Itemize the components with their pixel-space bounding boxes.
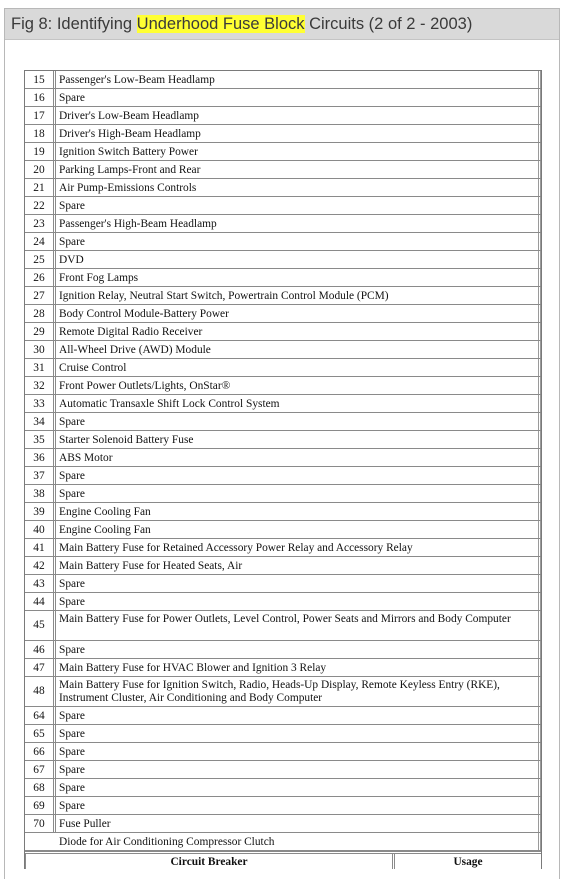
fuse-usage: Main Battery Fuse for Retained Accessory Power Relay and Accessory Relay — [56, 539, 541, 556]
fuse-number: 24 — [25, 233, 56, 250]
fuse-number: 45 — [25, 611, 56, 640]
fuse-usage: Ignition Relay, Neutral Start Switch, Powertrain Control Module (PCM) — [56, 287, 541, 304]
fuse-number: 38 — [25, 485, 56, 502]
fuse-number: 25 — [25, 251, 56, 268]
fuse-number: 36 — [25, 449, 56, 466]
caption-highlight: Underhood Fuse Block — [136, 15, 305, 33]
fuse-number: 65 — [25, 725, 56, 742]
table-row — [25, 659, 541, 677]
fuse-usage: Engine Cooling Fan — [56, 503, 541, 520]
fuse-number: 22 — [25, 197, 56, 214]
fuse-number: 29 — [25, 323, 56, 340]
caption-suffix: Circuits (2 of 2 - 2003) — [304, 15, 473, 33]
fuse-usage: Spare — [56, 641, 541, 658]
table-row — [25, 323, 541, 341]
fuse-number: 46 — [25, 641, 56, 658]
fuse-number: 47 — [25, 659, 56, 676]
table-row — [25, 251, 541, 269]
table-row — [25, 179, 541, 197]
fuse-number: 18 — [25, 125, 56, 142]
caption-prefix: Fig 8: Identifying — [11, 15, 137, 33]
fuse-usage: Spare — [56, 575, 541, 592]
figure-caption — [5, 9, 559, 40]
table-row — [25, 215, 541, 233]
fuse-table-body — [25, 71, 541, 851]
fuse-number: 34 — [25, 413, 56, 430]
table-row — [25, 413, 541, 431]
fuse-number: 30 — [25, 341, 56, 358]
table-row — [25, 641, 541, 659]
table-row — [25, 233, 541, 251]
table-row — [25, 575, 541, 593]
table-row — [25, 521, 541, 539]
fuse-usage: Starter Solenoid Battery Fuse — [56, 431, 541, 448]
table-row — [25, 725, 541, 743]
fuse-usage: Air Pump-Emissions Controls — [56, 179, 541, 196]
fuse-number: 19 — [25, 143, 56, 160]
fuse-number: 48 — [25, 677, 56, 706]
fuse-usage: Passenger's High-Beam Headlamp — [56, 215, 541, 232]
fuse-number: 15 — [25, 71, 56, 88]
fuse-usage: Body Control Module-Battery Power — [56, 305, 541, 322]
fuse-number: 33 — [25, 395, 56, 412]
fuse-number: 16 — [25, 89, 56, 106]
fuse-usage: Spare — [56, 467, 541, 484]
fuse-usage: ABS Motor — [56, 449, 541, 466]
table-row — [25, 743, 541, 761]
fuse-number: 32 — [25, 377, 56, 394]
fuse-usage: Main Battery Fuse for HVAC Blower and Ignition 3 Relay — [56, 659, 541, 676]
fuse-number: 42 — [25, 557, 56, 574]
fuse-table — [24, 70, 542, 869]
fuse-number: 31 — [25, 359, 56, 376]
fuse-number: 35 — [25, 431, 56, 448]
fuse-number: 39 — [25, 503, 56, 520]
fuse-number: 37 — [25, 467, 56, 484]
table-row — [25, 125, 541, 143]
table-row — [25, 797, 541, 815]
fuse-usage: Diode for Air Conditioning Compressor Clutch — [56, 833, 541, 850]
fuse-number: 68 — [25, 779, 56, 796]
table-row — [25, 503, 541, 521]
fuse-number: 27 — [25, 287, 56, 304]
table-row — [25, 815, 541, 833]
fuse-usage: Main Battery Fuse for Heated Seats, Air — [56, 557, 541, 574]
fuse-usage: Spare — [56, 761, 541, 778]
fuse-usage: Parking Lamps-Front and Rear — [56, 161, 541, 178]
table-row — [25, 833, 541, 851]
table-row — [25, 449, 541, 467]
fuse-usage: Main Battery Fuse for Ignition Switch, Radio, Heads-Up Display, Remote Keyless Entry (RKE), Instrument Cluster, Air Conditioning and Body Computer — [56, 677, 541, 706]
fuse-number: 23 — [25, 215, 56, 232]
table-row — [25, 305, 541, 323]
fuse-usage: Remote Digital Radio Receiver — [56, 323, 541, 340]
fuse-number: 17 — [25, 107, 56, 124]
table-row — [25, 677, 541, 707]
table-row — [25, 197, 541, 215]
table-row — [25, 341, 541, 359]
fuse-usage: Spare — [56, 233, 541, 250]
fuse-usage: Passenger's Low-Beam Headlamp — [56, 71, 541, 88]
fuse-usage: Driver's Low-Beam Headlamp — [56, 107, 541, 124]
fuse-number: 20 — [25, 161, 56, 178]
fuse-usage: Spare — [56, 593, 541, 610]
fuse-usage: All-Wheel Drive (AWD) Module — [56, 341, 541, 358]
table-row — [25, 467, 541, 485]
fuse-number: 40 — [25, 521, 56, 538]
table-row — [25, 761, 541, 779]
table-row — [25, 557, 541, 575]
table-row — [25, 485, 541, 503]
circuit-breaker-column-header: Circuit Breaker — [25, 854, 395, 869]
fuse-usage: Automatic Transaxle Shift Lock Control System — [56, 395, 541, 412]
fuse-number: 28 — [25, 305, 56, 322]
fuse-usage: Spare — [56, 743, 541, 760]
fuse-number: 41 — [25, 539, 56, 556]
table-row — [25, 143, 541, 161]
fuse-usage: Front Power Outlets/Lights, OnStar® — [56, 377, 541, 394]
fuse-number: 70 — [25, 815, 56, 832]
fuse-usage: Cruise Control — [56, 359, 541, 376]
fuse-usage: Spare — [56, 89, 541, 106]
fuse-usage: Spare — [56, 413, 541, 430]
table-row — [25, 539, 541, 557]
fuse-usage: Ignition Switch Battery Power — [56, 143, 541, 160]
circuit-breaker-header — [25, 851, 541, 869]
fuse-usage: Engine Cooling Fan — [56, 521, 541, 538]
table-row — [25, 269, 541, 287]
table-row — [25, 611, 541, 641]
table-row — [25, 107, 541, 125]
fuse-number: 26 — [25, 269, 56, 286]
fuse-number: 21 — [25, 179, 56, 196]
fuse-number — [25, 833, 56, 850]
fuse-usage: Spare — [56, 779, 541, 796]
fuse-usage: DVD — [56, 251, 541, 268]
fuse-usage: Driver's High-Beam Headlamp — [56, 125, 541, 142]
fuse-usage: Fuse Puller — [56, 815, 541, 832]
table-row — [25, 359, 541, 377]
table-row — [25, 395, 541, 413]
fuse-number: 44 — [25, 593, 56, 610]
fuse-usage: Spare — [56, 485, 541, 502]
table-row — [25, 377, 541, 395]
fuse-usage: Spare — [56, 725, 541, 742]
table-row — [25, 707, 541, 725]
fuse-usage: Main Battery Fuse for Power Outlets, Level Control, Power Seats and Mirrors and Body Computer — [56, 611, 541, 640]
table-row — [25, 71, 541, 89]
fuse-usage: Front Fog Lamps — [56, 269, 541, 286]
fuse-number: 43 — [25, 575, 56, 592]
fuse-number: 69 — [25, 797, 56, 814]
fuse-number: 64 — [25, 707, 56, 724]
table-row — [25, 593, 541, 611]
fuse-number: 66 — [25, 743, 56, 760]
table-row — [25, 779, 541, 797]
table-row — [25, 287, 541, 305]
table-row — [25, 89, 541, 107]
usage-column-header: Usage — [453, 856, 483, 868]
fuse-number: 67 — [25, 761, 56, 778]
fuse-usage: Spare — [56, 707, 541, 724]
table-row — [25, 431, 541, 449]
fuse-usage: Spare — [56, 197, 541, 214]
table-row — [25, 161, 541, 179]
fuse-usage: Spare — [56, 797, 541, 814]
